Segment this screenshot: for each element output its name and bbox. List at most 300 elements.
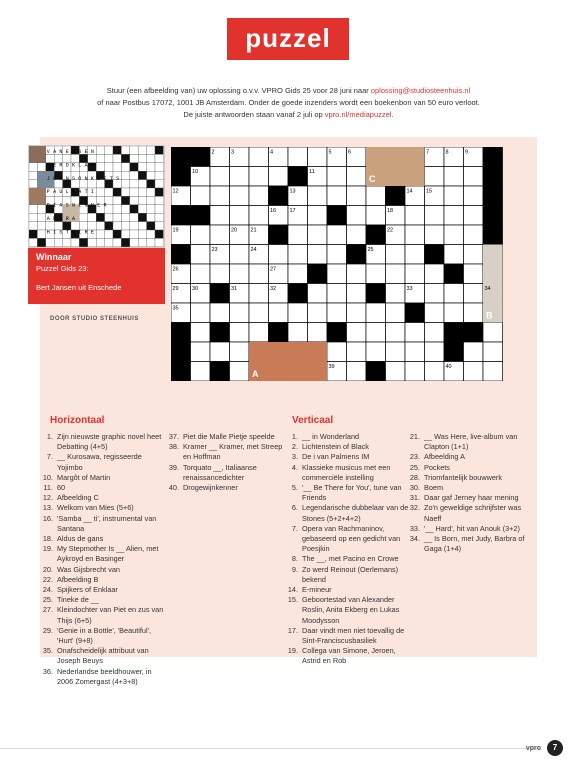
clue-item bbox=[285, 452, 415, 462]
grid-cell[interactable] bbox=[347, 303, 367, 323]
grid-cell[interactable] bbox=[308, 245, 328, 265]
grid-cell[interactable] bbox=[483, 362, 503, 382]
thumb-cell bbox=[96, 238, 104, 246]
grid-cell[interactable] bbox=[308, 323, 328, 343]
thumb-cell bbox=[147, 171, 155, 179]
grid-cell[interactable] bbox=[483, 323, 503, 343]
grid-cell[interactable] bbox=[327, 284, 347, 304]
grid-cell[interactable] bbox=[386, 303, 406, 323]
grid-cell[interactable] bbox=[288, 225, 308, 245]
thumb-cell bbox=[105, 188, 113, 196]
grid-cell[interactable] bbox=[308, 284, 328, 304]
footer-rule bbox=[0, 748, 540, 749]
clue-text: Afbeelding A bbox=[424, 452, 465, 462]
black-cell bbox=[171, 362, 191, 382]
clue-number: 19. bbox=[287, 646, 298, 656]
grid-cell[interactable] bbox=[464, 186, 484, 206]
clue-text: __ Is Born, met Judy, Barbra of Gaga (1+4) bbox=[424, 534, 525, 554]
grid-cell[interactable] bbox=[230, 206, 250, 226]
clue-number: 39. bbox=[168, 462, 179, 472]
grid-cell[interactable] bbox=[210, 206, 230, 226]
clue-text: 60 bbox=[57, 483, 66, 493]
thumb-cell bbox=[147, 154, 155, 162]
winner-title: Winnaar bbox=[36, 252, 72, 262]
thumb-cell bbox=[138, 205, 146, 213]
clue-number: 16. bbox=[42, 513, 53, 523]
grid-cell[interactable] bbox=[464, 225, 484, 245]
grid-cell[interactable] bbox=[288, 303, 308, 323]
grid-cell[interactable] bbox=[327, 342, 347, 362]
grid-cell[interactable] bbox=[230, 303, 250, 323]
grid-cell[interactable] bbox=[308, 147, 328, 167]
grid-cell[interactable] bbox=[405, 206, 425, 226]
clue-item bbox=[40, 605, 168, 625]
black-cell bbox=[444, 342, 464, 362]
instructions-line3: De juiste antwoorden staan vanaf 2 juli op bbox=[183, 110, 325, 119]
clue-number: 31. bbox=[409, 493, 420, 503]
thumb-cell bbox=[105, 238, 113, 246]
grid-cell[interactable] bbox=[249, 206, 269, 226]
grid-cell[interactable] bbox=[191, 342, 211, 362]
cell-number: 4 bbox=[270, 149, 274, 156]
clue-text: Tineke de __ bbox=[57, 595, 99, 605]
grid-cell[interactable] bbox=[230, 323, 250, 343]
grid-cell[interactable] bbox=[386, 342, 406, 362]
black-cell bbox=[483, 225, 503, 245]
grid-cell[interactable] bbox=[249, 303, 269, 323]
cell-number: 15 bbox=[426, 188, 433, 195]
grid-cell[interactable] bbox=[269, 245, 289, 265]
winner-box bbox=[28, 248, 165, 304]
clue-item bbox=[40, 483, 168, 493]
grid-cell[interactable] bbox=[347, 225, 367, 245]
cell-number: 21 bbox=[250, 227, 257, 234]
grid-cell[interactable] bbox=[327, 186, 347, 206]
grid-cell[interactable] bbox=[191, 303, 211, 323]
cell-number: 28 bbox=[445, 266, 452, 273]
grid-cell[interactable] bbox=[425, 284, 445, 304]
grid-cell[interactable] bbox=[464, 264, 484, 284]
thumb-cell bbox=[130, 222, 138, 230]
clue-text: Daar vindt men niet toevallig de Sint-Franciscusbasiliek bbox=[302, 625, 405, 646]
thumb-cell bbox=[130, 163, 138, 171]
grid-cell[interactable] bbox=[347, 362, 367, 382]
thumb-cell bbox=[105, 230, 113, 238]
grid-cell[interactable] bbox=[191, 186, 211, 206]
thumb-cell bbox=[29, 238, 37, 246]
grid-cell[interactable] bbox=[288, 323, 308, 343]
grid-cell[interactable] bbox=[444, 225, 464, 245]
clue-item bbox=[40, 452, 168, 472]
grid-cell[interactable] bbox=[386, 245, 406, 265]
thumb-cell bbox=[113, 146, 121, 154]
horizontal-clues-right bbox=[166, 432, 286, 493]
grid-cell[interactable] bbox=[249, 284, 269, 304]
thumb-cell bbox=[147, 222, 155, 230]
thumb-cell bbox=[105, 222, 113, 230]
grid-cell[interactable] bbox=[230, 167, 250, 187]
cell-number: 16 bbox=[270, 208, 277, 214]
thumb-cell bbox=[155, 213, 163, 221]
thumb-cell bbox=[121, 196, 129, 204]
grid-cell[interactable] bbox=[191, 323, 211, 343]
clue-item bbox=[285, 626, 415, 646]
clue-item bbox=[285, 565, 415, 585]
thumb-cell bbox=[29, 213, 37, 221]
grid-cell[interactable] bbox=[464, 206, 484, 226]
thumb-cell bbox=[37, 230, 45, 238]
clue-item bbox=[407, 452, 537, 462]
cell-number: 10 bbox=[192, 169, 199, 175]
clue-number: 11. bbox=[43, 483, 53, 493]
grid-cell[interactable] bbox=[425, 206, 445, 226]
black-cell bbox=[483, 167, 503, 187]
thumb-cell bbox=[138, 163, 146, 171]
clue-text: Piet die Malle Pietje speelde bbox=[183, 432, 275, 441]
grid-cell[interactable] bbox=[366, 303, 386, 323]
grid-cell[interactable] bbox=[347, 284, 367, 304]
clue-item bbox=[285, 524, 415, 555]
clue-item bbox=[407, 534, 537, 554]
grid-cell[interactable] bbox=[425, 362, 445, 382]
cell-number: 2 bbox=[211, 149, 215, 156]
black-cell bbox=[171, 206, 191, 226]
byline: DOOR STUDIO STEENHUIS bbox=[50, 316, 139, 322]
clue-number: 1. bbox=[291, 432, 298, 441]
cell-number: 19 bbox=[172, 227, 179, 234]
clue-item bbox=[40, 493, 168, 503]
clue-text: De i van Palmens IM bbox=[302, 452, 370, 462]
grid-cell[interactable] bbox=[405, 342, 425, 362]
thumb-cell bbox=[155, 205, 163, 213]
black-cell bbox=[366, 284, 386, 304]
cell-number: 20 bbox=[231, 227, 238, 234]
grid-cell[interactable] bbox=[191, 225, 211, 245]
clue-item bbox=[285, 585, 415, 595]
cell-number: 27 bbox=[270, 266, 277, 273]
clue-number: 23. bbox=[409, 452, 420, 462]
thumb-cell bbox=[113, 222, 121, 230]
grid-cell[interactable] bbox=[327, 303, 347, 323]
clue-text: Nederlandse beeldhouwer, in 2006 Zomergast (4+3+8) bbox=[57, 666, 152, 686]
thumb-cell bbox=[105, 146, 113, 154]
grid-cell[interactable] bbox=[288, 147, 308, 167]
grid-cell[interactable] bbox=[347, 342, 367, 362]
grid-cell[interactable] bbox=[464, 303, 484, 323]
thumb-cell bbox=[29, 171, 37, 179]
picture-label: A bbox=[252, 369, 259, 379]
black-cell bbox=[386, 186, 406, 206]
thumb-cell bbox=[147, 213, 155, 221]
clue-text: Lichtenstein of Black bbox=[302, 442, 369, 452]
thumb-cell bbox=[138, 180, 146, 188]
clue-number: 36. bbox=[42, 666, 53, 676]
clue-item bbox=[407, 524, 537, 534]
grid-cell[interactable] bbox=[464, 342, 484, 362]
thumb-cell bbox=[130, 205, 138, 213]
clue-number: 10. bbox=[42, 472, 53, 482]
thumb-answer: DIASWINNER bbox=[46, 202, 110, 209]
clue-item bbox=[40, 595, 168, 605]
grid-cell[interactable] bbox=[444, 167, 464, 187]
black-cell bbox=[347, 245, 367, 265]
grid-cell[interactable] bbox=[405, 225, 425, 245]
clue-text: '__ Hard', hit van Anouk (3+2) bbox=[424, 523, 520, 533]
grid-cell[interactable] bbox=[230, 186, 250, 206]
footer bbox=[526, 740, 563, 756]
grid-cell[interactable] bbox=[444, 284, 464, 304]
clue-item bbox=[407, 473, 537, 483]
thumb-cell bbox=[113, 230, 121, 238]
grid-cell[interactable] bbox=[366, 206, 386, 226]
grid-cell[interactable] bbox=[366, 342, 386, 362]
thumb-picture bbox=[29, 188, 46, 205]
grid-cell[interactable] bbox=[210, 225, 230, 245]
clue-number: 8. bbox=[291, 554, 298, 564]
clue-item bbox=[40, 503, 168, 513]
clue-text: Opera van Rachmaninov, gebaseerd op een gedicht van Poesjkin bbox=[302, 523, 401, 554]
cell-number: 6 bbox=[348, 149, 352, 156]
clue-item bbox=[40, 667, 168, 687]
grid-cell[interactable] bbox=[230, 264, 250, 284]
grid-cell[interactable] bbox=[347, 323, 367, 343]
clue-text: Was Gijsbrecht van bbox=[57, 564, 120, 574]
grid-cell[interactable] bbox=[425, 225, 445, 245]
grid-cell[interactable] bbox=[405, 323, 425, 343]
grid-cell[interactable] bbox=[210, 303, 230, 323]
clue-number: 5. bbox=[291, 483, 298, 493]
grid-cell[interactable] bbox=[327, 245, 347, 265]
black-cell bbox=[327, 323, 347, 343]
clue-item bbox=[285, 483, 415, 503]
grid-cell[interactable] bbox=[308, 303, 328, 323]
grid-cell[interactable] bbox=[405, 245, 425, 265]
cell-number: 37 bbox=[172, 344, 179, 351]
grid-cell[interactable] bbox=[210, 167, 230, 187]
clue-number: 22. bbox=[42, 574, 53, 584]
grid-cell[interactable] bbox=[230, 362, 250, 382]
clue-number: 28. bbox=[409, 472, 420, 482]
grid-cell[interactable] bbox=[269, 303, 289, 323]
black-cell bbox=[308, 264, 328, 284]
grid-cell[interactable] bbox=[210, 342, 230, 362]
horizontal-heading: Horizontaal bbox=[50, 415, 105, 426]
clue-number: 33. bbox=[409, 523, 420, 533]
thumb-cell bbox=[79, 213, 87, 221]
grid-cell[interactable] bbox=[444, 245, 464, 265]
grid-cell[interactable] bbox=[249, 264, 269, 284]
grid-cell[interactable] bbox=[347, 186, 367, 206]
grid-cell[interactable] bbox=[327, 225, 347, 245]
black-cell bbox=[269, 323, 289, 343]
clue-item bbox=[407, 432, 537, 452]
grid-cell[interactable] bbox=[366, 264, 386, 284]
thumb-cell bbox=[113, 163, 121, 171]
clue-number: 30. bbox=[409, 483, 420, 493]
grid-cell[interactable] bbox=[269, 167, 289, 187]
clue-number: 12. bbox=[42, 493, 53, 503]
grid-cell[interactable] bbox=[386, 362, 406, 382]
grid-cell[interactable] bbox=[210, 264, 230, 284]
grid-cell[interactable] bbox=[386, 323, 406, 343]
cell-number: 12 bbox=[172, 188, 179, 195]
grid-cell[interactable] bbox=[288, 245, 308, 265]
thumb-cell bbox=[130, 196, 138, 204]
clue-number: 1. bbox=[46, 432, 53, 441]
clue-item bbox=[166, 442, 286, 462]
cell-number: 31 bbox=[231, 286, 238, 292]
thumb-cell bbox=[88, 213, 96, 221]
grid-cell[interactable] bbox=[464, 167, 484, 187]
grid-cell[interactable] bbox=[405, 264, 425, 284]
clue-item bbox=[166, 432, 286, 442]
clue-text: Aldus de gans bbox=[57, 534, 104, 544]
clue-text: Collega van Simone, Jeroen, Astrid en Rob bbox=[302, 646, 396, 666]
clue-text: Pockets bbox=[424, 462, 450, 472]
grid-cell[interactable] bbox=[230, 245, 250, 265]
clue-number: 32. bbox=[409, 503, 420, 513]
vertical-clues-right bbox=[407, 432, 537, 554]
thumb-cell bbox=[130, 230, 138, 238]
thumb-cell bbox=[155, 230, 163, 238]
grid-cell[interactable] bbox=[425, 167, 445, 187]
grid-cell[interactable] bbox=[464, 245, 484, 265]
grid-cell[interactable] bbox=[386, 284, 406, 304]
black-cell bbox=[483, 147, 503, 167]
thumb-cell bbox=[138, 238, 146, 246]
clue-text: Kleindochter van Piet en zus van Thijs (6+5) bbox=[57, 605, 164, 625]
clue-text: Kramer __ Kramer, met Streep en Hoffman bbox=[183, 442, 283, 462]
grid-cell[interactable] bbox=[425, 303, 445, 323]
thumb-cell bbox=[138, 154, 146, 162]
crossword-grid bbox=[171, 147, 507, 381]
picture-label: B bbox=[486, 310, 493, 321]
answers-link[interactable]: vpro.nl/mediapuzzel bbox=[324, 110, 392, 119]
grid-cell[interactable] bbox=[249, 323, 269, 343]
clue-number: 37. bbox=[168, 432, 179, 441]
grid-cell[interactable] bbox=[425, 264, 445, 284]
grid-cell[interactable] bbox=[308, 206, 328, 226]
clue-text: Triomfantelijk bouwwerk bbox=[424, 472, 502, 482]
grid-cell[interactable] bbox=[308, 225, 328, 245]
thumb-cell bbox=[155, 163, 163, 171]
grid-cell[interactable] bbox=[444, 206, 464, 226]
clue-number: 13. bbox=[42, 503, 53, 513]
thumb-cell bbox=[29, 222, 37, 230]
cell-number: 38 bbox=[211, 364, 218, 370]
thumb-answer: HISTOIRE bbox=[46, 229, 98, 236]
thumb-cell bbox=[105, 163, 113, 171]
clue-number: 14. bbox=[287, 585, 298, 595]
thumb-answer: JOHNSONKOETS bbox=[46, 175, 123, 182]
clue-item bbox=[40, 565, 168, 575]
thumb-cell bbox=[113, 205, 121, 213]
grid-cell[interactable] bbox=[464, 362, 484, 382]
grid-cell[interactable] bbox=[288, 264, 308, 284]
black-cell bbox=[405, 303, 425, 323]
grid-cell[interactable] bbox=[347, 206, 367, 226]
cell-number: 25 bbox=[367, 247, 374, 253]
thumb-cell bbox=[138, 222, 146, 230]
thumb-cell bbox=[29, 230, 37, 238]
grid-cell[interactable] bbox=[347, 167, 367, 187]
thumb-cell bbox=[29, 163, 37, 171]
grid-cell[interactable] bbox=[444, 186, 464, 206]
grid-cell[interactable] bbox=[191, 245, 211, 265]
thumb-cell bbox=[113, 213, 121, 221]
grid-cell[interactable] bbox=[230, 342, 250, 362]
clue-number: 7. bbox=[46, 452, 53, 462]
thumb-cell bbox=[113, 196, 121, 204]
solution-grid-image bbox=[29, 146, 164, 247]
grid-cell[interactable] bbox=[464, 284, 484, 304]
black-cell bbox=[288, 284, 308, 304]
clue-number: 24. bbox=[42, 585, 53, 595]
thumb-cell bbox=[130, 180, 138, 188]
thumb-cell bbox=[155, 188, 163, 196]
clue-number: 34. bbox=[409, 534, 420, 544]
grid-cell[interactable] bbox=[483, 342, 503, 362]
grid-cell[interactable] bbox=[347, 264, 367, 284]
grid-cell[interactable] bbox=[191, 264, 211, 284]
cell-number: 32 bbox=[270, 286, 277, 292]
thumb-cell bbox=[37, 205, 45, 213]
grid-cell[interactable] bbox=[191, 362, 211, 382]
clue-item bbox=[40, 473, 168, 483]
clue-text: Boem bbox=[424, 483, 444, 493]
thumb-cell bbox=[121, 163, 129, 171]
grid-cell[interactable] bbox=[366, 186, 386, 206]
grid-cell[interactable] bbox=[210, 186, 230, 206]
grid-cell[interactable] bbox=[308, 186, 328, 206]
grid-cell[interactable] bbox=[327, 264, 347, 284]
cell-number: 14 bbox=[406, 188, 413, 195]
grid-cell[interactable] bbox=[405, 362, 425, 382]
email-link[interactable]: oplossing@studiosteenhuis.nl bbox=[370, 86, 471, 95]
cell-number: 11 bbox=[309, 169, 315, 175]
thumb-answer: VANESSEN bbox=[46, 148, 98, 155]
clue-item bbox=[40, 646, 168, 666]
clue-number: 38. bbox=[168, 442, 179, 452]
clue-number: 18. bbox=[42, 534, 53, 544]
clue-text: __ Kurosawa, regisseerde Yojimbo bbox=[57, 452, 142, 472]
grid-cell[interactable] bbox=[366, 323, 386, 343]
clue-text: Zo werd Reinout (Oerlemans) bekend bbox=[302, 564, 399, 584]
thumb-cell bbox=[121, 188, 129, 196]
clue-text: Klassieke musicus met een commerciële instelling bbox=[302, 462, 391, 482]
clue-item bbox=[285, 463, 415, 483]
grid-cell[interactable] bbox=[425, 323, 445, 343]
thumb-cell bbox=[147, 163, 155, 171]
thumb-cell bbox=[88, 238, 96, 246]
thumb-cell bbox=[121, 154, 129, 162]
thumb-cell bbox=[147, 238, 155, 246]
thumb-cell bbox=[155, 238, 163, 246]
grid-cell[interactable] bbox=[249, 186, 269, 206]
thumb-cell bbox=[155, 171, 163, 179]
thumb-cell bbox=[121, 180, 129, 188]
clue-number: 20. bbox=[42, 564, 53, 574]
grid-cell[interactable] bbox=[444, 303, 464, 323]
clue-item bbox=[407, 503, 537, 523]
black-cell bbox=[483, 186, 503, 206]
grid-cell[interactable] bbox=[249, 167, 269, 187]
grid-cell[interactable] bbox=[327, 167, 347, 187]
grid-cell[interactable] bbox=[425, 342, 445, 362]
thumb-answer: AMORA bbox=[46, 216, 79, 223]
grid-cell[interactable] bbox=[249, 147, 269, 167]
grid-cell[interactable] bbox=[386, 264, 406, 284]
